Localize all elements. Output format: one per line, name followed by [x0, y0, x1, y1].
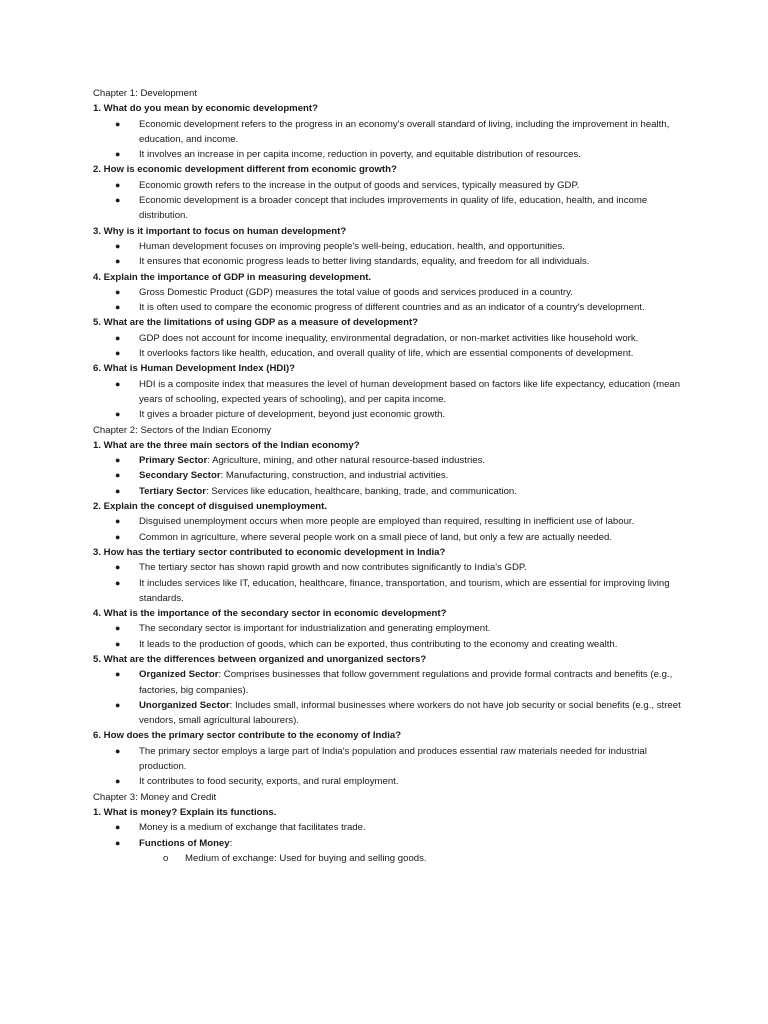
bullet-text: : Services like education, healthcare, banking, trade, and communication.: [206, 485, 517, 497]
bullet-text: Common in agriculture, where several people work on a small piece of land, but only a few are actually needed.: [139, 531, 613, 543]
bullet-text: Economic development is a broader concept that includes improvements in quality of life, education, health, and income distribution.: [139, 195, 648, 222]
bullet-icon: ●: [115, 118, 121, 129]
bullet-text: : Manufacturing, construction, and industrial activities.: [220, 470, 449, 482]
bullet-item: [93, 285, 683, 300]
bullet-text: It gives a broader picture of development, beyond just economic growth.: [139, 409, 446, 421]
bullet-icon: ●: [115, 638, 121, 649]
question-heading: 1. What do you mean by economic development?: [93, 103, 318, 115]
bullet-item: [93, 300, 683, 315]
bullet-item: [93, 254, 683, 269]
bullet-icon: ●: [115, 470, 121, 481]
document-body: [93, 86, 683, 866]
bullet-term: Functions of Money: [139, 837, 230, 849]
bullet-text: Money is a medium of exchange that facilitates trade.: [139, 822, 366, 834]
bullet-icon: ●: [115, 378, 121, 389]
bullet-text: Economic growth refers to the increase in the output of goods and services, typically measured by GDP.: [139, 179, 580, 191]
question-heading: 2. How is economic development different from economic growth?: [93, 164, 397, 176]
bullet-icon: ●: [115, 562, 121, 573]
bullet-icon: ●: [115, 822, 121, 833]
question-heading: 5. What are the differences between organized and unorganized sectors?: [93, 653, 427, 665]
sub-bullet-item: [93, 851, 683, 866]
bullet-term: Primary Sector: [139, 455, 208, 467]
bullet-item: [93, 698, 683, 729]
bullet-icon: ●: [115, 699, 121, 710]
bullet-item: [93, 468, 683, 483]
bullet-icon: ●: [115, 455, 121, 466]
bullet-item: [93, 331, 683, 346]
bullet-icon: ●: [115, 577, 121, 588]
bullet-item: [93, 346, 683, 361]
bullet-icon: ●: [115, 531, 121, 542]
bullet-text: It leads to the production of goods, which can be exported, thus contributing to the economy and creating wealth.: [139, 638, 618, 650]
bullet-icon: ●: [115, 516, 121, 527]
bullet-term: Tertiary Sector: [139, 485, 207, 497]
bullet-text: Disguised unemployment occurs when more people are employed than required, resulting in inefficient use of labour.: [139, 516, 635, 528]
bullet-text: The secondary sector is important for industrialization and generating employment.: [139, 623, 491, 635]
bullet-term: Organized Sector: [139, 669, 219, 681]
bullet-text: :: [229, 837, 233, 849]
bullet-icon: ●: [115, 195, 121, 206]
bullet-item: [93, 744, 683, 775]
bullet-text: Gross Domestic Product (GDP) measures the total value of goods and services produced in a country.: [139, 286, 573, 298]
question-heading: 5. What are the limitations of using GDP as a measure of development?: [93, 317, 419, 329]
bullet-icon: ●: [115, 348, 121, 359]
chapter-heading: Chapter 2: Sectors of the Indian Economy: [93, 424, 272, 436]
chapter-heading: Chapter 3: Money and Credit: [93, 791, 217, 803]
bullet-item: [93, 377, 683, 408]
bullet-term: Unorganized Sector: [139, 699, 230, 711]
bullet-text: : Comprises businesses that follow government regulations and provide formal contracts and benefits (e.g., factories, big companies).: [139, 669, 673, 696]
bullet-item: [93, 514, 683, 529]
bullet-icon: ●: [115, 776, 121, 787]
bullet-text: Human development focuses on improving people's well-being, education, health, and opportunities.: [139, 240, 565, 252]
bullet-text: The primary sector employs a large part of India's population and produces essential raw materials needed for industrial production.: [139, 745, 647, 773]
bullet-text: It is often used to compare the economic progress of different countries and as an indicator of a country's development.: [139, 302, 645, 314]
bullet-item: [93, 117, 683, 148]
question-heading: 6. What is Human Development Index (HDI)?: [93, 363, 296, 375]
bullet-item: [93, 407, 683, 422]
bullet-icon: ●: [115, 302, 121, 313]
question-heading: 3. Why is it important to focus on human development?: [93, 225, 347, 237]
bullet-icon: ●: [115, 745, 121, 756]
bullet-icon: ●: [115, 332, 121, 343]
question-heading: 4. What is the importance of the secondary sector in economic development?: [93, 608, 447, 620]
bullet-icon: ●: [115, 286, 121, 297]
bullet-text: It overlooks factors like health, education, and overall quality of life, which are essential components of development.: [139, 348, 634, 360]
question-heading: 3. How has the tertiary sector contributed to economic development in India?: [93, 546, 446, 558]
question-heading: 2. Explain the concept of disguised unemployment.: [93, 501, 328, 513]
bullet-text: It includes services like IT, education, healthcare, finance, transportation, and tourism, which are essential for improving living standards.: [139, 577, 670, 604]
bullet-text: HDI is a composite index that measures the level of human development based on factors like life expectancy, education (mean years of schooling, expected years of schooling), and per capita income.: [139, 378, 681, 405]
bullet-item: [93, 239, 683, 254]
bullet-text: It contributes to food security, exports, and rural employment.: [139, 776, 399, 788]
bullet-icon: ●: [115, 669, 121, 680]
bullet-icon: ●: [115, 240, 121, 251]
question-heading: 4. Explain the importance of GDP in measuring development.: [93, 271, 372, 283]
question-heading: 1. What are the three main sectors of the Indian economy?: [93, 439, 360, 451]
bullet-icon: ●: [115, 485, 121, 496]
bullet-text: : Agriculture, mining, and other natural resource-based industries.: [207, 455, 486, 467]
bullet-icon: ●: [115, 837, 121, 848]
bullet-text: It involves an increase in per capita income, reduction in poverty, and equitable distribution of resources.: [139, 149, 581, 161]
bullet-icon: ●: [115, 179, 121, 190]
bullet-text: Economic development refers to the progress in an economy's overall standard of living, including the improvement in health, education, and income.: [139, 118, 670, 145]
bullet-icon: ●: [115, 256, 121, 267]
bullet-text: The tertiary sector has shown rapid growth and now contributes significantly to India's GDP.: [139, 562, 527, 574]
bullet-icon: ●: [115, 409, 121, 420]
bullet-item: [93, 453, 683, 468]
bullet-text: Medium of exchange: Used for buying and selling goods.: [185, 852, 427, 864]
bullet-item: [93, 621, 683, 636]
bullet-item: [93, 820, 683, 835]
hollow-bullet-icon: o: [163, 852, 169, 864]
bullet-item: [93, 193, 683, 224]
bullet-item: [93, 530, 683, 545]
bullet-item: [93, 484, 683, 499]
bullet-item: [93, 147, 683, 162]
bullet-item: [93, 836, 683, 851]
bullet-text: GDP does not account for income inequality, environmental degradation, or non-market activities like household work.: [139, 332, 639, 344]
question-heading: 6. How does the primary sector contribute to the economy of India?: [93, 730, 402, 742]
bullet-item: [93, 178, 683, 193]
bullet-item: [93, 774, 683, 789]
bullet-item: [93, 576, 683, 607]
bullet-item: [93, 667, 683, 698]
bullet-item: [93, 560, 683, 575]
bullet-text: It ensures that economic progress leads to better living standards, equality, and freedom for all individuals.: [139, 256, 590, 268]
bullet-icon: ●: [115, 149, 121, 160]
bullet-item: [93, 637, 683, 652]
question-heading: 1. What is money? Explain its functions.: [93, 806, 277, 818]
chapter-heading: Chapter 1: Development: [93, 88, 197, 99]
bullet-term: Secondary Sector: [139, 470, 221, 482]
bullet-text: : Includes small, informal businesses where workers do not have job security or social benefits (e.g., street vendors, small agricultural labourers).: [139, 699, 681, 727]
bullet-icon: ●: [115, 623, 121, 634]
